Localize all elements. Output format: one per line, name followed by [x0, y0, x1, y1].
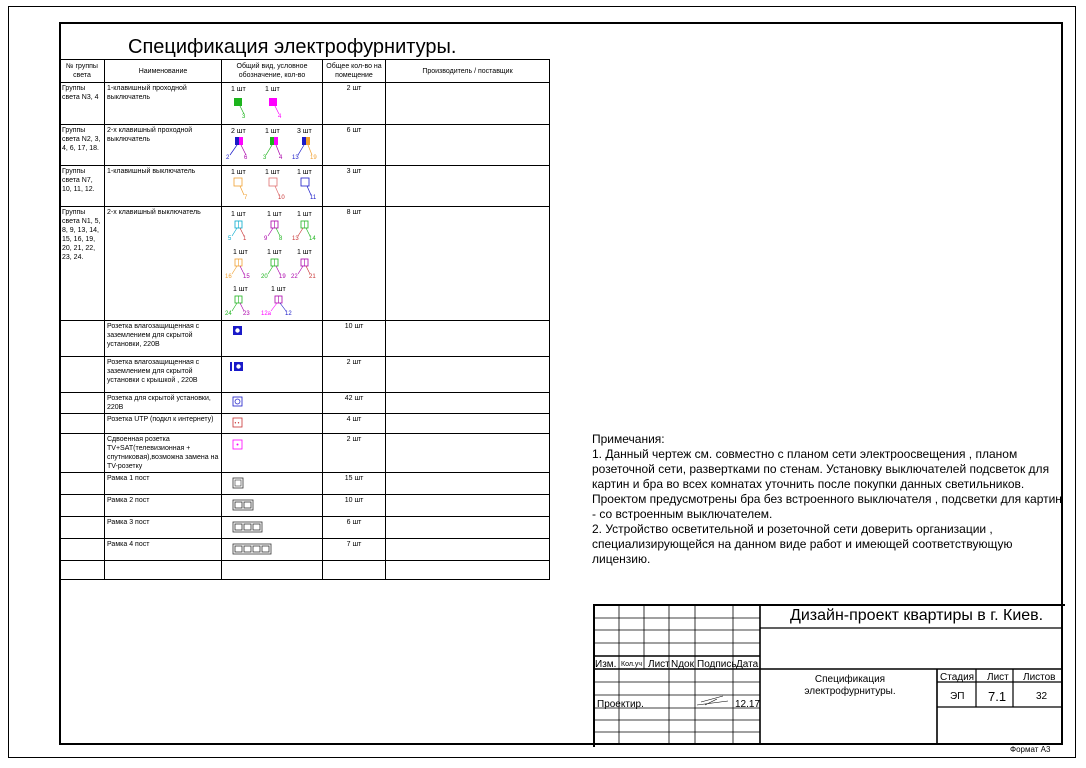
signature	[697, 696, 728, 705]
name-cell: Рамка 1 пост	[105, 473, 222, 495]
view-cell	[222, 357, 323, 393]
switch-glyphs	[224, 126, 321, 161]
switch-glyphs	[224, 84, 321, 120]
supplier-cell	[386, 473, 550, 495]
svg-text:19: 19	[279, 274, 286, 280]
svg-text:1 шт: 1 шт	[265, 169, 280, 176]
group-cell	[60, 414, 105, 434]
svg-text:11: 11	[310, 195, 317, 201]
project-title: Дизайн-проект квартиры в г. Киев.	[790, 607, 1044, 624]
frame-3-icon	[224, 518, 321, 534]
svg-text:1 шт: 1 шт	[297, 169, 312, 176]
table-row	[60, 561, 550, 580]
name-cell: Рамка 3 пост	[105, 517, 222, 539]
table-row	[60, 207, 550, 321]
table-row	[60, 357, 550, 393]
group-cell	[60, 495, 105, 517]
name-cell: Розетка для скрытой установки, 220В	[105, 393, 222, 414]
doc-title: Спецификация электрофурнитуры.	[804, 674, 896, 697]
name-cell: Розетка влагозащищенная с заземлением для скрытой установки, 220В	[105, 321, 222, 357]
supplier-cell	[386, 495, 550, 517]
svg-text:1 шт: 1 шт	[297, 249, 312, 256]
supplier-cell	[386, 321, 550, 357]
svg-text:8: 8	[279, 236, 283, 242]
group-cell	[60, 357, 105, 393]
table-row	[60, 495, 550, 517]
svg-text:15: 15	[243, 274, 250, 280]
svg-text:4: 4	[278, 114, 282, 120]
group-cell	[60, 321, 105, 357]
svg-text:1 шт: 1 шт	[231, 211, 246, 218]
name-cell: Розетка влагозащищенная с заземлением для скрытой установки с крышкой , 220В	[105, 357, 222, 393]
supplier-cell	[386, 83, 550, 125]
table-row	[60, 393, 550, 414]
view-cell	[222, 495, 323, 517]
col-list: Лист	[648, 659, 670, 670]
svg-text:6: 6	[244, 155, 248, 161]
stage-value: ЭП	[950, 691, 965, 702]
supplier-cell	[386, 539, 550, 561]
supplier-cell	[386, 434, 550, 473]
view-cell	[222, 414, 323, 434]
svg-text:1 шт: 1 шт	[267, 211, 282, 218]
svg-text:4: 4	[279, 155, 283, 161]
svg-text:23: 23	[243, 311, 250, 316]
svg-text:13: 13	[292, 236, 299, 242]
total-cell: 15 шт	[323, 473, 386, 495]
socket-icon	[233, 397, 242, 406]
svg-text:1 шт: 1 шт	[265, 128, 280, 135]
switch-icon	[270, 137, 274, 145]
glyph-count: 1 шт	[231, 86, 246, 93]
supplier-cell	[386, 357, 550, 393]
view-cell	[222, 539, 323, 561]
name-cell: Рамка 4 пост	[105, 539, 222, 561]
group-cell	[60, 473, 105, 495]
col-izm: Изм.	[595, 659, 617, 670]
spec-table	[59, 59, 550, 580]
switch-glyphs	[224, 167, 321, 202]
svg-text:5: 5	[228, 236, 232, 242]
switch-icon	[234, 178, 242, 186]
frame-1-icon	[233, 478, 243, 488]
total-cell: 2 шт	[323, 83, 386, 125]
svg-text:3: 3	[263, 155, 267, 161]
total-cell: 8 шт	[323, 207, 386, 321]
switch-icon	[234, 98, 242, 106]
header-group: № группы света	[60, 60, 105, 83]
table-row	[60, 83, 550, 125]
header-total: Общее кол-во на помещение	[323, 60, 386, 83]
svg-text:14: 14	[309, 236, 316, 242]
view-cell	[222, 207, 323, 321]
total-cell: 3 шт	[323, 166, 386, 207]
svg-text:16: 16	[225, 274, 232, 280]
col-date: Дата	[736, 659, 759, 670]
note-1: 1. Данный чертеж см. совместно с планом сети электроосвещения , планом розеточной сети, развертками по стенам. Установку выключателей подсветок для картин и бра во всех комнатах уточнить после покупки данных светильников. Проектом предусмотрены бра без встроенного выключателя , подсветки для картин - со встроенным выключателем.	[592, 447, 1062, 521]
total-cell: 10 шт	[323, 495, 386, 517]
switch-icon	[302, 137, 306, 145]
header-name: Наименование	[105, 60, 222, 83]
group-cell: Группы света N1, 5, 8, 9, 13, 14, 15, 16, 19, 20, 21, 22, 23, 24.	[60, 207, 105, 321]
table-row	[60, 321, 550, 357]
switch-icon	[235, 137, 239, 145]
name-cell: 1-клавишный выключатель	[105, 166, 222, 207]
col-ndok: Nдок	[671, 659, 694, 670]
title-block	[593, 604, 1065, 747]
view-cell	[222, 83, 323, 125]
total-cell: 4 шт	[323, 414, 386, 434]
format-label: Формат А3	[1010, 745, 1051, 754]
svg-text:22: 22	[291, 274, 298, 280]
name-cell: 2-х клавишный выключатель	[105, 207, 222, 321]
svg-text:1 шт: 1 шт	[233, 286, 248, 293]
supplier-cell	[386, 414, 550, 434]
sheets-value: 32	[1036, 691, 1048, 702]
total-cell: 7 шт	[323, 539, 386, 561]
name-cell: 2-х клавишный проходной выключатель	[105, 125, 222, 166]
header-supplier: Производитель / поставщик	[386, 60, 550, 83]
table-row	[60, 434, 550, 473]
svg-text:1 шт: 1 шт	[231, 169, 246, 176]
date-value: 12.17	[735, 699, 761, 710]
header-view: Общий вид, условное обозначение, кол-во	[222, 60, 323, 83]
frame-2-icon	[224, 496, 321, 512]
svg-text:1 шт: 1 шт	[267, 249, 282, 256]
svg-text:1 шт: 1 шт	[271, 286, 286, 293]
view-cell	[222, 166, 323, 207]
sheets-label: Листов	[1023, 672, 1056, 683]
view-cell	[222, 517, 323, 539]
table-row	[60, 414, 550, 434]
view-cell	[222, 434, 323, 473]
svg-text:7: 7	[244, 195, 248, 201]
svg-text:2: 2	[226, 155, 230, 161]
group-cell	[60, 393, 105, 414]
group-cell	[60, 517, 105, 539]
group-cell	[60, 539, 105, 561]
svg-text:1 шт: 1 шт	[297, 211, 312, 218]
svg-text:19: 19	[310, 155, 317, 161]
svg-text:9: 9	[264, 236, 268, 242]
table-row	[60, 166, 550, 207]
supplier-cell	[386, 125, 550, 166]
page-title: Спецификация электрофурнитуры.	[128, 36, 457, 58]
sheet-label: Лист	[987, 672, 1009, 683]
svg-text:3: 3	[242, 114, 246, 120]
group-cell: Группы света N3, 4	[60, 83, 105, 125]
col-kol: Кол.уч	[621, 661, 642, 668]
svg-text:10: 10	[278, 195, 285, 201]
svg-text:1 шт: 1 шт	[233, 249, 248, 256]
notes-block	[592, 432, 1062, 567]
svg-text:3 шт: 3 шт	[297, 128, 312, 135]
col-signature: Подпись	[697, 659, 737, 670]
notes-heading: Примечания:	[592, 432, 665, 446]
name-cell: Розетка UTP (подкл к интернету)	[105, 414, 222, 434]
supplier-cell	[386, 393, 550, 414]
switch-glyphs	[224, 208, 321, 316]
total-cell: 6 шт	[323, 125, 386, 166]
total-cell: 10 шт	[323, 321, 386, 357]
name-cell: 1-клавишный проходной выключатель	[105, 83, 222, 125]
total-cell: 2 шт	[323, 357, 386, 393]
svg-text:24: 24	[225, 311, 232, 316]
svg-text:• •: • •	[234, 420, 240, 427]
glyph-count: 1 шт	[265, 86, 280, 93]
supplier-cell	[386, 166, 550, 207]
frame-4-icon	[224, 540, 321, 556]
svg-text:1: 1	[243, 236, 247, 242]
switch-icon	[269, 98, 277, 106]
stage-label: Стадия	[940, 672, 975, 683]
group-cell: Группы света N2, 3, 4, 6, 17, 18.	[60, 125, 105, 166]
total-cell: 42 шт	[323, 393, 386, 414]
svg-text:20: 20	[261, 274, 268, 280]
name-cell: Сдвоенная розетка TV+SAT(телевизионная + спутниковая),возможна замена на TV-розетку	[105, 434, 222, 473]
svg-text:12: 12	[285, 311, 292, 316]
view-cell	[222, 125, 323, 166]
view-cell	[222, 321, 323, 357]
total-cell: 6 шт	[323, 517, 386, 539]
svg-text:21: 21	[309, 274, 316, 280]
role-label: Проектир.	[597, 699, 644, 710]
table-row	[60, 517, 550, 539]
view-cell	[222, 473, 323, 495]
svg-text:12а: 12а	[261, 311, 272, 316]
name-cell: Рамка 2 пост	[105, 495, 222, 517]
table-row	[60, 473, 550, 495]
sheet-value: 7.1	[988, 689, 1007, 704]
table-row	[60, 539, 550, 561]
view-cell	[222, 393, 323, 414]
switch-icon	[301, 178, 309, 186]
table-row	[60, 125, 550, 166]
svg-text:2 шт: 2 шт	[231, 128, 246, 135]
supplier-cell	[386, 517, 550, 539]
table-header	[60, 60, 550, 83]
group-cell: Группы света N7, 10, 11, 12.	[60, 166, 105, 207]
switch-icon	[269, 178, 277, 186]
group-cell	[60, 434, 105, 473]
svg-text:13: 13	[292, 155, 299, 161]
total-cell: 2 шт	[323, 434, 386, 473]
supplier-cell	[386, 207, 550, 321]
note-2: 2. Устройство осветительной и розеточной сети доверить организации , специализирующейся на данном виде работ и имеющей соответствующую лицензию.	[592, 522, 1013, 566]
